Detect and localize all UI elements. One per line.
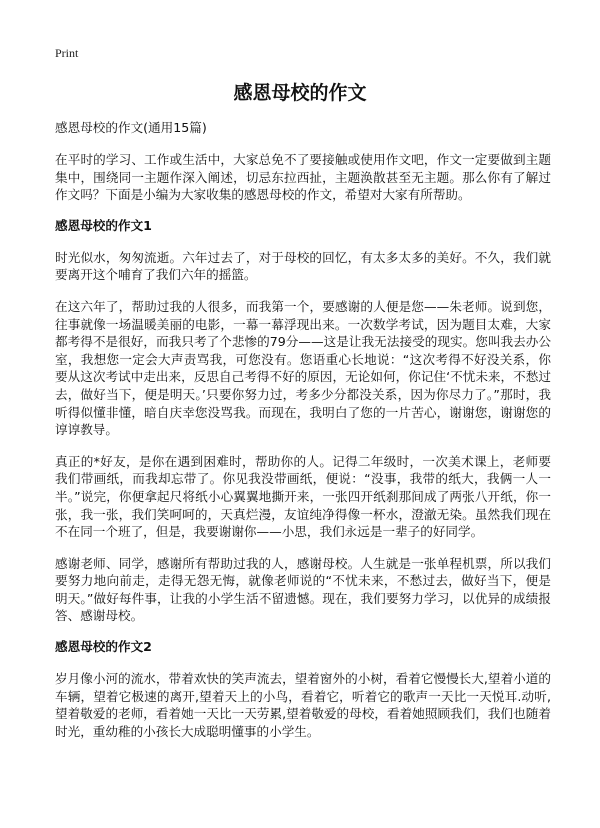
section-paragraph: 真正的*好友，是你在遇到困难时，帮助你的人。记得二年级时，一次美术课上，老师要我们带画纸，而我却忘带了。你见我没带画纸，便说：“没事，我带的纸大，我俩一人一半。”说完，你便拿起尺将纸小心翼翼地撕开来，一张四开纸刹那间成了两张八开纸，你一张，我一张，我们笑呵呵的，天真烂漫，友谊纯净得像一杯水，澄澈无染。虽然我们现在不在同一个班了，但是，我要谢谢你——小思，我们永远是一辈子的好同学。 — [55, 453, 551, 540]
page-title: 感恩母校的作文 — [233, 82, 367, 104]
article-body — [55, 120, 551, 754]
essay-section-1 — [55, 218, 551, 625]
section-heading: 感恩母校的作文1 — [55, 217, 152, 233]
print-link[interactable]: Print — [55, 46, 79, 60]
section-paragraph: 在这六年了，帮助过我的人很多，而我第一个，要感谢的人便是您——朱老师。说到您，往事就像一场温暖美丽的电影，一幕一幕浮现出来。一次数学考试，因为题目太难，大家都考得不是很好，而我只考了个悲惨的79分——这是让我无法接受的现实。您叫我去办公室，我想您一定会大声责骂我，可您没有。您语重心长地说：“这次考得不好没关系，你要从这次考试中走出来，反思自己考得不好的原因，无论如何，你记住‘不忧未来，不愁过去，做好当下，便是明天。’只要你努力过，考多少分都没关系，因为你尽力了。”那时，我听得似懂非懂，暗自庆幸您没骂我。而现在，我明白了您的一片苦心，谢谢您，谢谢您的谆谆教导。 — [55, 298, 551, 438]
section-heading: 感恩母校的作文2 — [55, 639, 152, 655]
section-paragraph: 岁月像小河的流水，带着欢快的笑声流去，望着窗外的小树，看着它慢慢长大,望着小道的车辆，望着它极速的离开,望着天上的小鸟，看着它，听着它的歌声一天比一天悦耳.动听,望着敬爱的老师，看着她一天比一天劳累,望着敬爱的母校，看着她照顾我们，我们也随着时光，重幼稚的小孩长大成聪明懂事的小学生。 — [55, 671, 551, 739]
intro-paragraph: 在平时的学习、工作或生活中，大家总免不了要接触或使用作文吧，作文一定要做到主题集中，围绕同一主题作深入阐述，切忌东拉西扯，主题涣散甚至无主题。那么你有了解过作文吗？下面是小编为大家收集的感恩母校的作文，希望对大家有所帮助。 — [55, 152, 551, 203]
essay-section-2 — [55, 639, 551, 740]
section-paragraph: 时光似水，匆匆流逝。六年过去了，对于母校的回忆，有太多太多的美好。不久，我们就要离开这个哺育了我们六年的摇篮。 — [55, 249, 551, 283]
section-paragraph: 感谢老师、同学，感谢所有帮助过我的人，感谢母校。人生就是一张单程机票，所以我们要努力地向前走，走得无怨无悔，就像老师说的“不忧未来，不愁过去，做好当下，便是明天。”做好每件事，让我的小学生活不留遗憾。现在，我们要努力学习，以优异的成绩报答、感谢母校。 — [55, 555, 551, 624]
article-subtitle: 感恩母校的作文(通用15篇) — [55, 120, 207, 135]
